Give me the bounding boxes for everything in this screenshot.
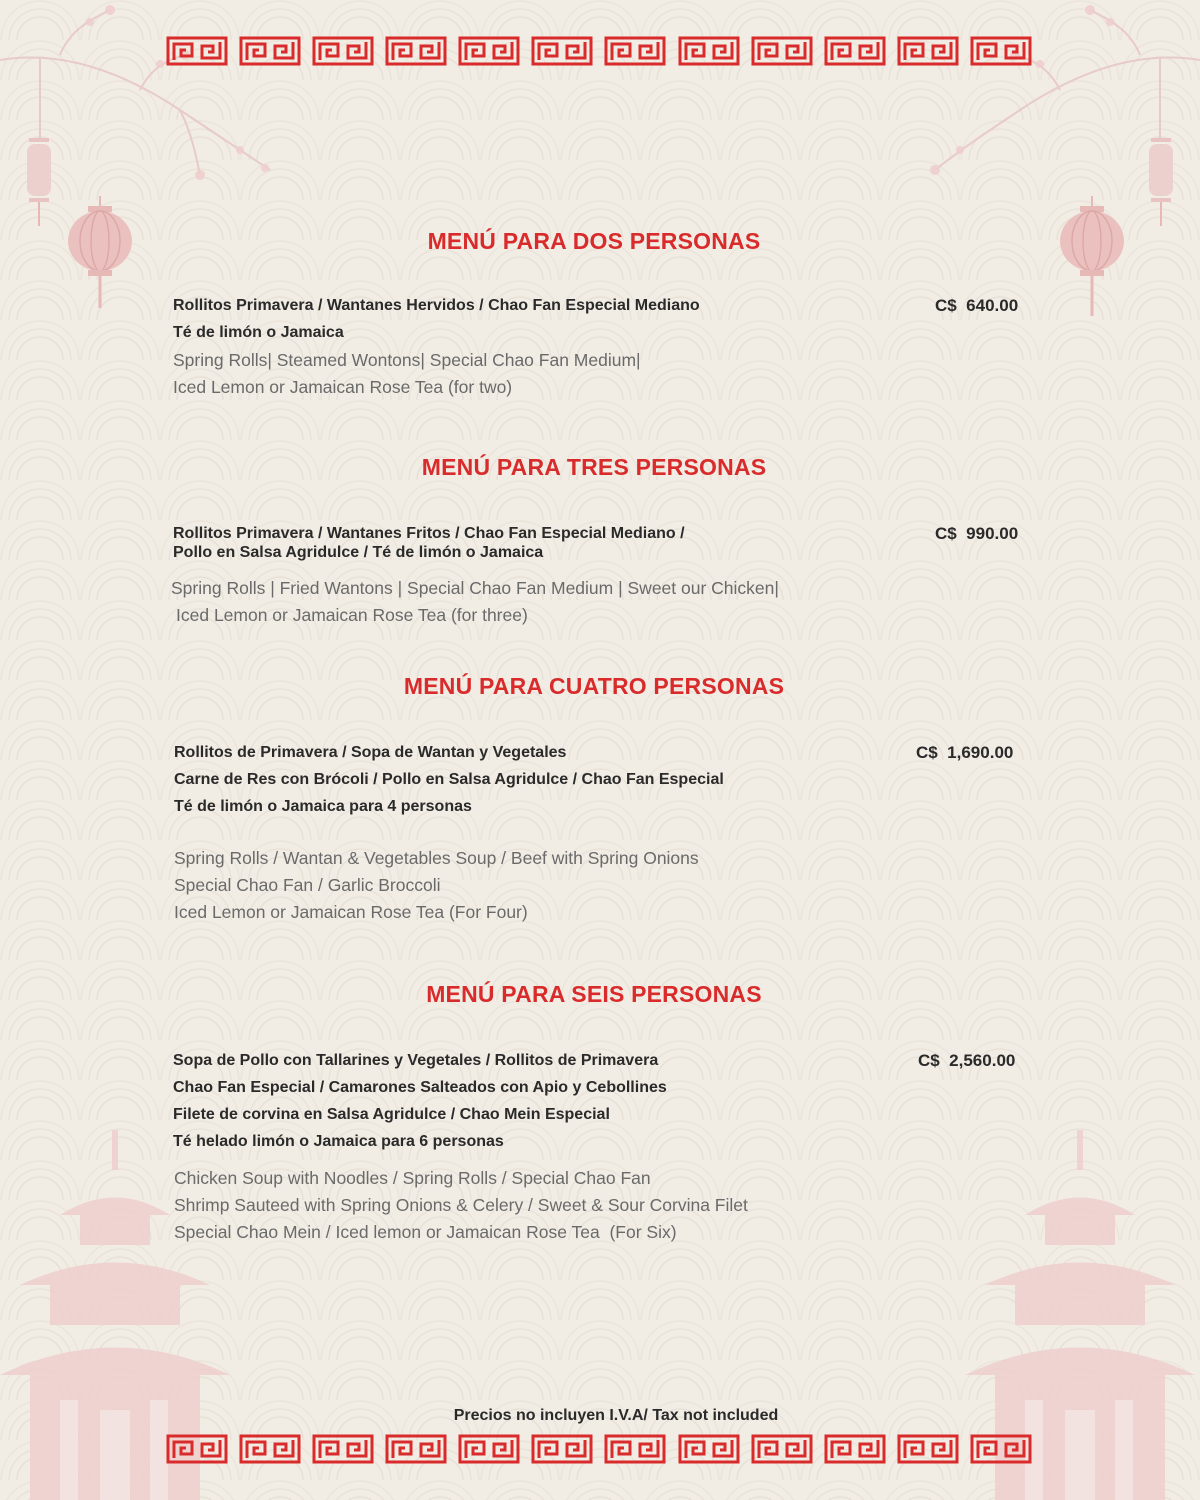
menu-item-es: Rollitos de Primavera / Sopa de Wantan y Vegetales [174, 744, 567, 761]
chinese-lantern-icon [1052, 196, 1132, 316]
menu-item-en: Iced Lemon or Jamaican Rose Tea (for two) [173, 377, 513, 397]
greek-key-tile-icon [312, 36, 374, 66]
menu-item-en: Iced Lemon or Jamaican Rose Tea (for three) [176, 605, 528, 625]
menu-item-en: Spring Rolls / Wantan & Vegetables Soup / Beef with Spring Onions [174, 848, 699, 868]
greek-key-tile-icon [824, 36, 886, 66]
greek-key-tile-icon [751, 1434, 813, 1464]
section-title: MENÚ PARA TRES PERSONAS [421, 454, 767, 480]
greek-key-tile-icon [678, 36, 740, 66]
greek-key-tile-icon [970, 1434, 1032, 1464]
greek-key-tile-icon [385, 1434, 447, 1464]
greek-key-tile-icon [678, 1434, 740, 1464]
greek-key-tile-icon [531, 36, 593, 66]
greek-key-tile-icon [604, 36, 666, 66]
greek-key-tile-icon [458, 1434, 520, 1464]
greek-key-tile-icon [824, 1434, 886, 1464]
greek-key-tile-icon [458, 36, 520, 66]
greek-key-border-bottom [166, 1434, 1032, 1464]
greek-key-tile-icon [166, 36, 228, 66]
greek-key-tile-icon [312, 1434, 374, 1464]
menu-item-en: Iced Lemon or Jamaican Rose Tea (For Four) [174, 902, 528, 922]
greek-key-tile-icon [166, 1434, 228, 1464]
menu-item-en: Chicken Soup with Noodles / Spring Rolls / Special Chao Fan [174, 1168, 651, 1188]
chinese-lantern-icon [1148, 138, 1174, 228]
price: C$ 2,560.00 [918, 1051, 1016, 1070]
menu-item-en: Shrimp Sauteed with Spring Onions & Celery / Sweet & Sour Corvina Filet [174, 1195, 748, 1215]
menu-item-en: Special Chao Mein / Iced lemon or Jamaican Rose Tea (For Six) [174, 1222, 677, 1242]
greek-key-tile-icon [751, 36, 813, 66]
section-title: MENÚ PARA CUATRO PERSONAS [403, 673, 785, 699]
menu-item-es: Filete de corvina en Salsa Agridulce / Chao Mein Especial [173, 1106, 610, 1123]
menu-item-en: Special Chao Fan / Garlic Broccoli [174, 875, 441, 895]
section-title: MENÚ PARA SEIS PERSONAS [426, 981, 762, 1007]
greek-key-tile-icon [239, 36, 301, 66]
greek-key-tile-icon [385, 36, 447, 66]
price: C$ 990.00 [935, 524, 1019, 543]
menu-item-es: Té de limón o Jamaica [173, 324, 344, 341]
menu-item-en: Spring Rolls| Steamed Wontons| Special Chao Fan Medium| [173, 350, 641, 370]
menu-item-es: Té helado limón o Jamaica para 6 personas [173, 1133, 504, 1150]
menu-item-es: Rollitos Primavera / Wantanes Fritos / Chao Fan Especial Mediano / [173, 525, 685, 542]
section-title: MENÚ PARA DOS PERSONAS [427, 228, 761, 254]
menu-item-es: Chao Fan Especial / Camarones Salteados con Apio y Cebollines [173, 1079, 667, 1096]
tax-note: Precios no incluyen I.V.A/ Tax not included [453, 1407, 779, 1424]
chinese-lantern-icon [60, 196, 140, 316]
price: C$ 640.00 [935, 296, 1019, 315]
menu-item-es: Sopa de Pollo con Tallarines y Vegetales / Rollitos de Primavera [173, 1052, 659, 1069]
greek-key-tile-icon [604, 1434, 666, 1464]
greek-key-tile-icon [897, 1434, 959, 1464]
menu-item-es: Rollitos Primavera / Wantanes Hervidos / Chao Fan Especial Mediano [173, 297, 700, 314]
greek-key-tile-icon [239, 1434, 301, 1464]
greek-key-border-top [166, 36, 1032, 66]
menu-item-es: Carne de Res con Brócoli / Pollo en Salsa Agridulce / Chao Fan Especial [174, 771, 724, 788]
price: C$ 1,690.00 [916, 743, 1014, 762]
menu-item-es: Pollo en Salsa Agridulce / Té de limón o Jamaica [173, 544, 544, 561]
greek-key-tile-icon [970, 36, 1032, 66]
chinese-lantern-icon [26, 138, 52, 228]
menu-item-en: Spring Rolls | Fried Wantons | Special Chao Fan Medium | Sweet our Chicken| [171, 578, 779, 598]
menu-item-es: Té de limón o Jamaica para 4 personas [174, 798, 472, 815]
greek-key-tile-icon [531, 1434, 593, 1464]
greek-key-tile-icon [897, 36, 959, 66]
